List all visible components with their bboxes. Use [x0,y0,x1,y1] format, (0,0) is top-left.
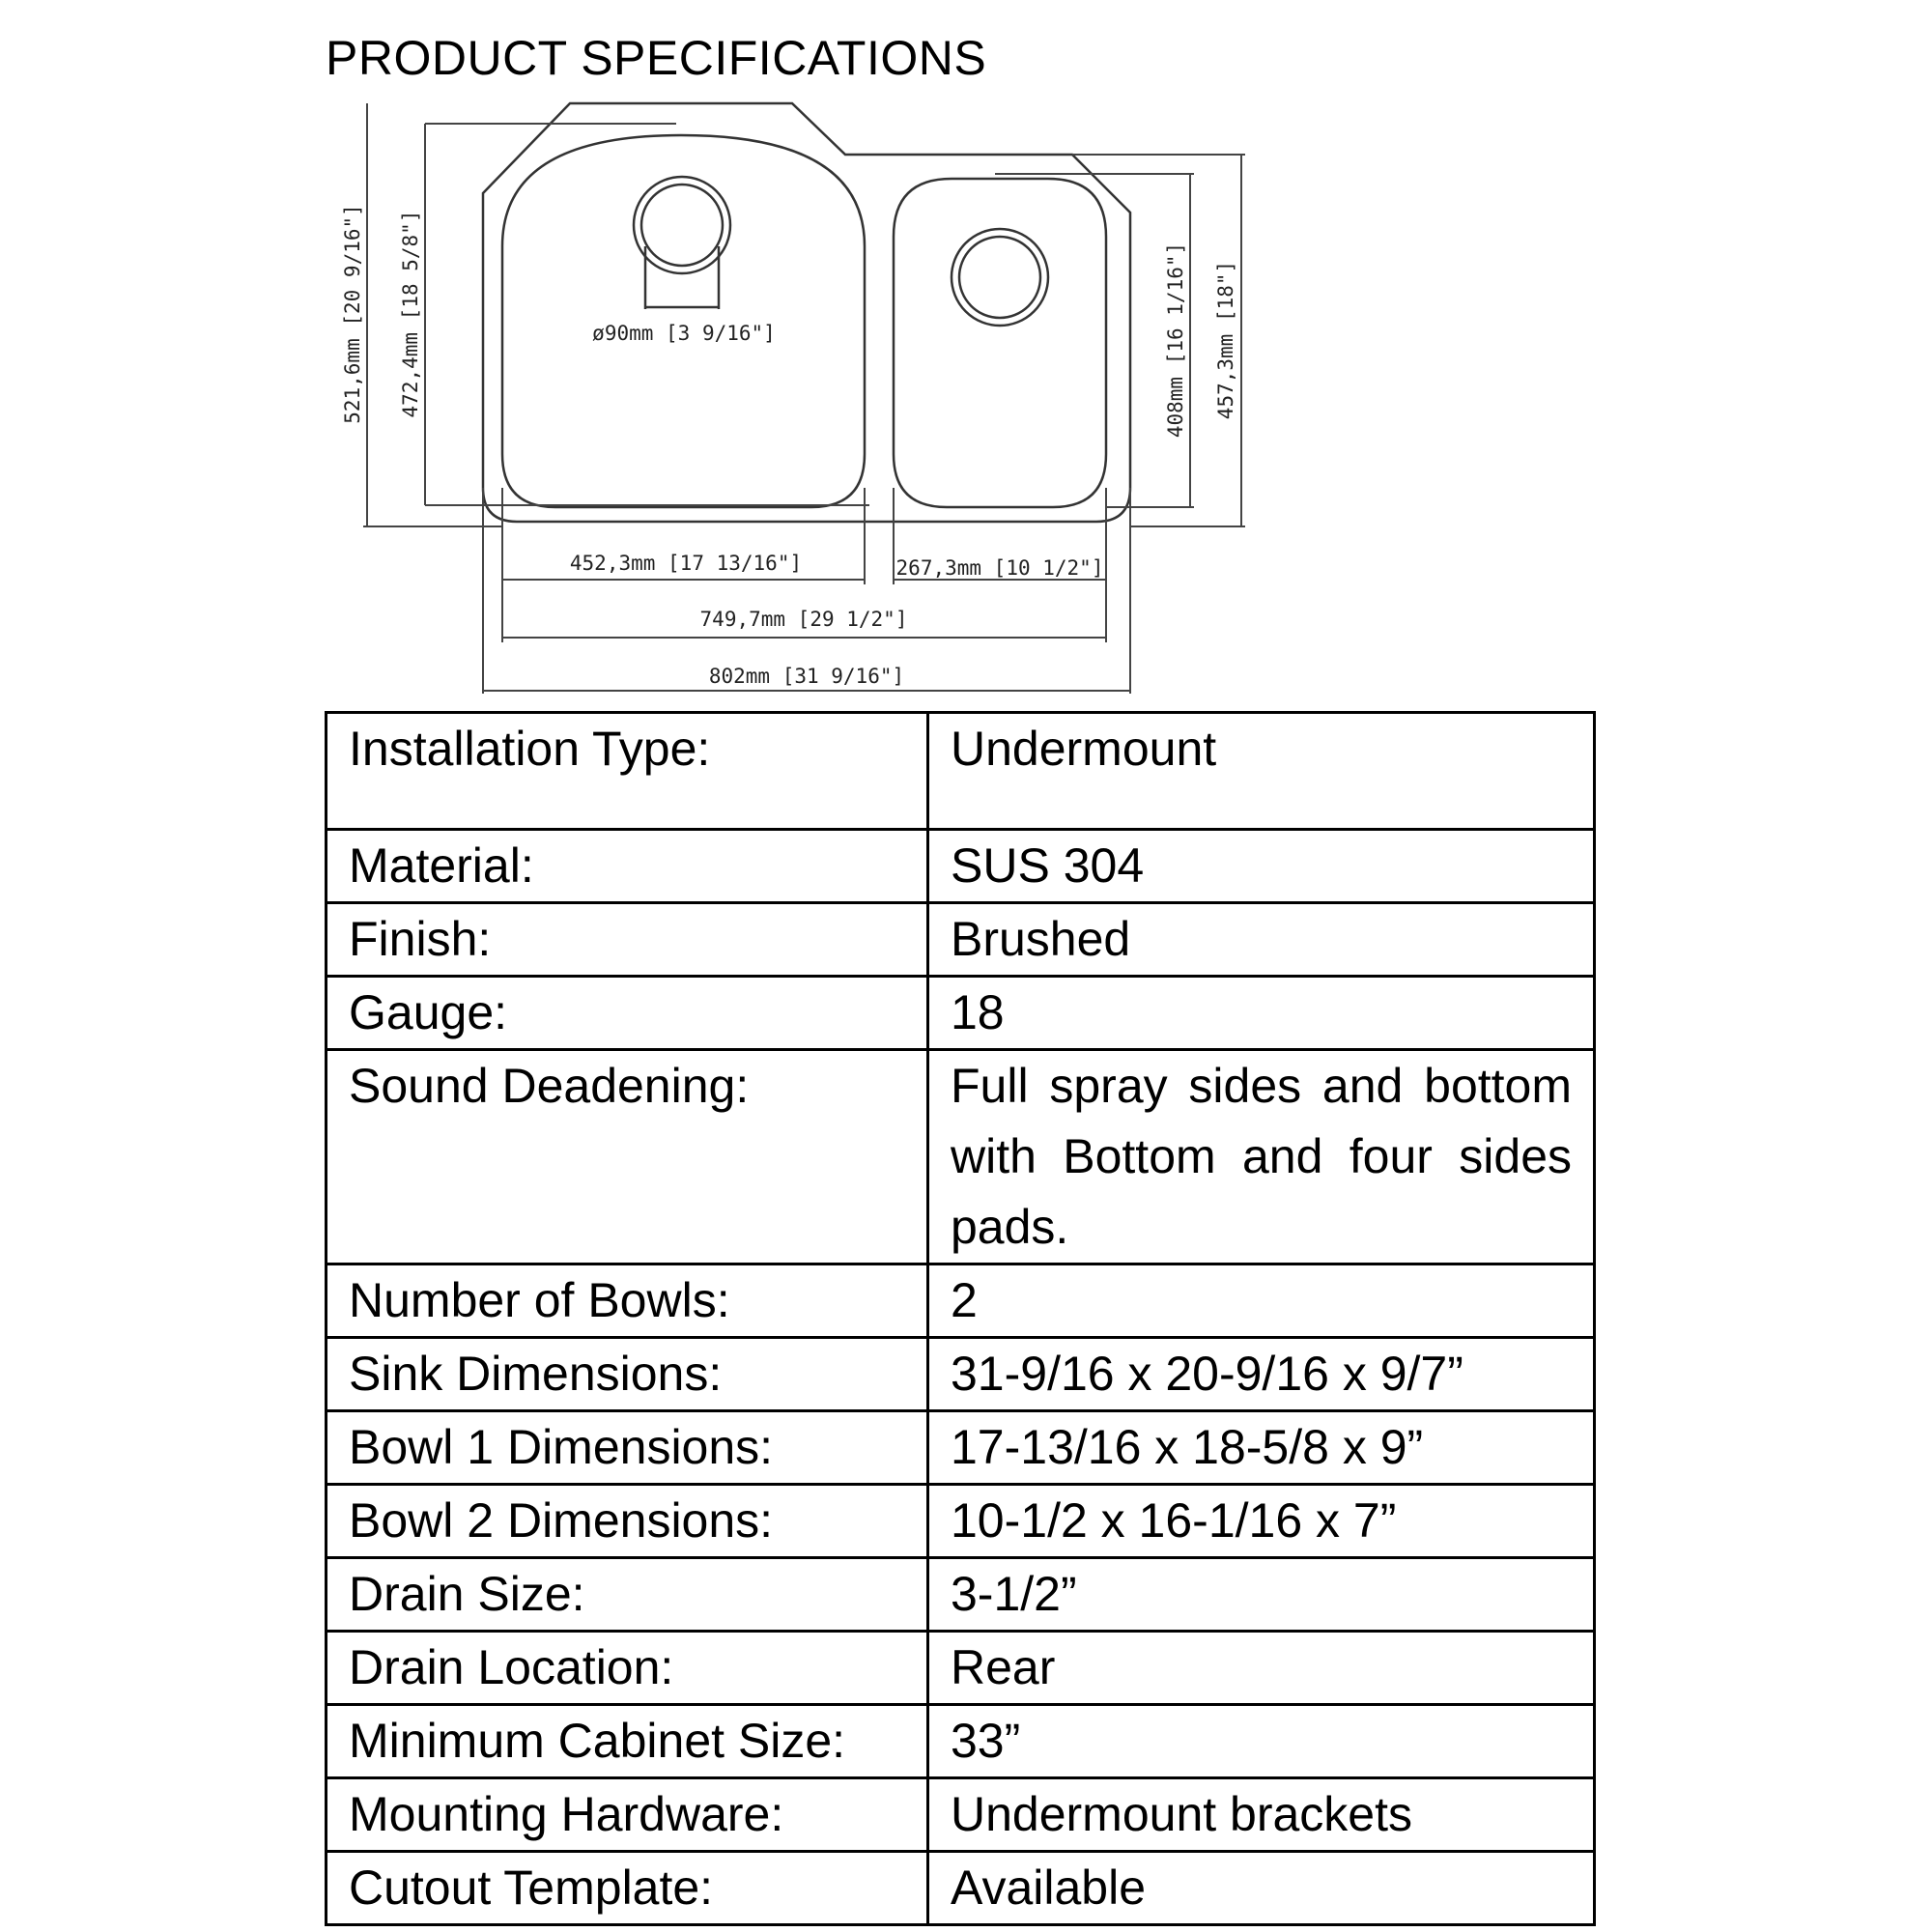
spec-row [327,713,1595,830]
spec-value: 3-1/2” [928,1558,1595,1632]
spec-row [327,1705,1595,1778]
spec-value: 10-1/2 x 16-1/16 x 7” [928,1485,1595,1558]
bowl-1-drain-inner [641,185,723,266]
spec-row [327,977,1595,1050]
spec-label: Finish: [327,903,928,977]
drain-diameter-label: ø90mm [3 9/16"] [592,322,776,345]
spec-label: Sound Deadening: [327,1050,928,1264]
spec-value: Brushed [928,903,1595,977]
spec-row [327,1778,1595,1852]
bowl-1-drain [634,177,730,273]
spec-row [327,1632,1595,1705]
bowl-2-drain-inner [959,237,1040,318]
spec-row [327,1264,1595,1338]
bowl-2-drain [952,229,1048,326]
spec-label: Sink Dimensions: [327,1338,928,1411]
spec-row [327,1485,1595,1558]
bowl-2-depth-label: 408mm [16 1/16"] [1164,242,1187,439]
bowl-2-width-label: 267,3mm [10 1/2"] [895,556,1104,580]
spec-label: Number of Bowls: [327,1264,928,1338]
spec-label: Material: [327,830,928,903]
spec-value: Available [928,1852,1595,1925]
spec-label: Drain Size: [327,1558,928,1632]
spec-value: 31-9/16 x 20-9/16 x 9/7” [928,1338,1595,1411]
spec-label: Mounting Hardware: [327,1778,928,1852]
page-title: PRODUCT SPECIFICATIONS [326,31,987,85]
overall-depth-label: 521,6mm [20 9/16"] [341,204,364,424]
inner-width-label: 749,7mm [29 1/2"] [699,608,908,631]
spec-row [327,1558,1595,1632]
spec-row [327,1338,1595,1411]
spec-label: Gauge: [327,977,928,1050]
spec-label: Bowl 2 Dimensions: [327,1485,928,1558]
bowl-1-depth-label: 472,4mm [18 5/8"] [399,210,422,418]
spec-row [327,1411,1595,1485]
bowl-1-width-label: 452,3mm [17 13/16"] [569,552,803,575]
sink-dimension-drawing [0,0,1932,715]
overall-width-label: 802mm [31 9/16"] [708,665,905,688]
spec-value: SUS 304 [928,830,1595,903]
spec-label: Bowl 1 Dimensions: [327,1411,928,1485]
spec-row [327,830,1595,903]
spec-value: Full spray sides and bottom with Bottom and four sides pads. [928,1050,1595,1264]
spec-value: 2 [928,1264,1595,1338]
right-depth-label: 457,3mm [18"] [1214,260,1237,420]
spec-value: Undermount brackets [928,1778,1595,1852]
spec-value: 18 [928,977,1595,1050]
spec-value: 33” [928,1705,1595,1778]
spec-value: Rear [928,1632,1595,1705]
spec-row [327,1050,1595,1264]
spec-label: Installation Type: [327,713,928,830]
spec-row [327,903,1595,977]
spec-value: 17-13/16 x 18-5/8 x 9” [928,1411,1595,1485]
spec-label: Drain Location: [327,1632,928,1705]
spec-label: Cutout Template: [327,1852,928,1925]
spec-value: Undermount [928,713,1595,830]
spec-table [325,711,1596,1926]
spec-label: Minimum Cabinet Size: [327,1705,928,1778]
spec-row [327,1852,1595,1925]
